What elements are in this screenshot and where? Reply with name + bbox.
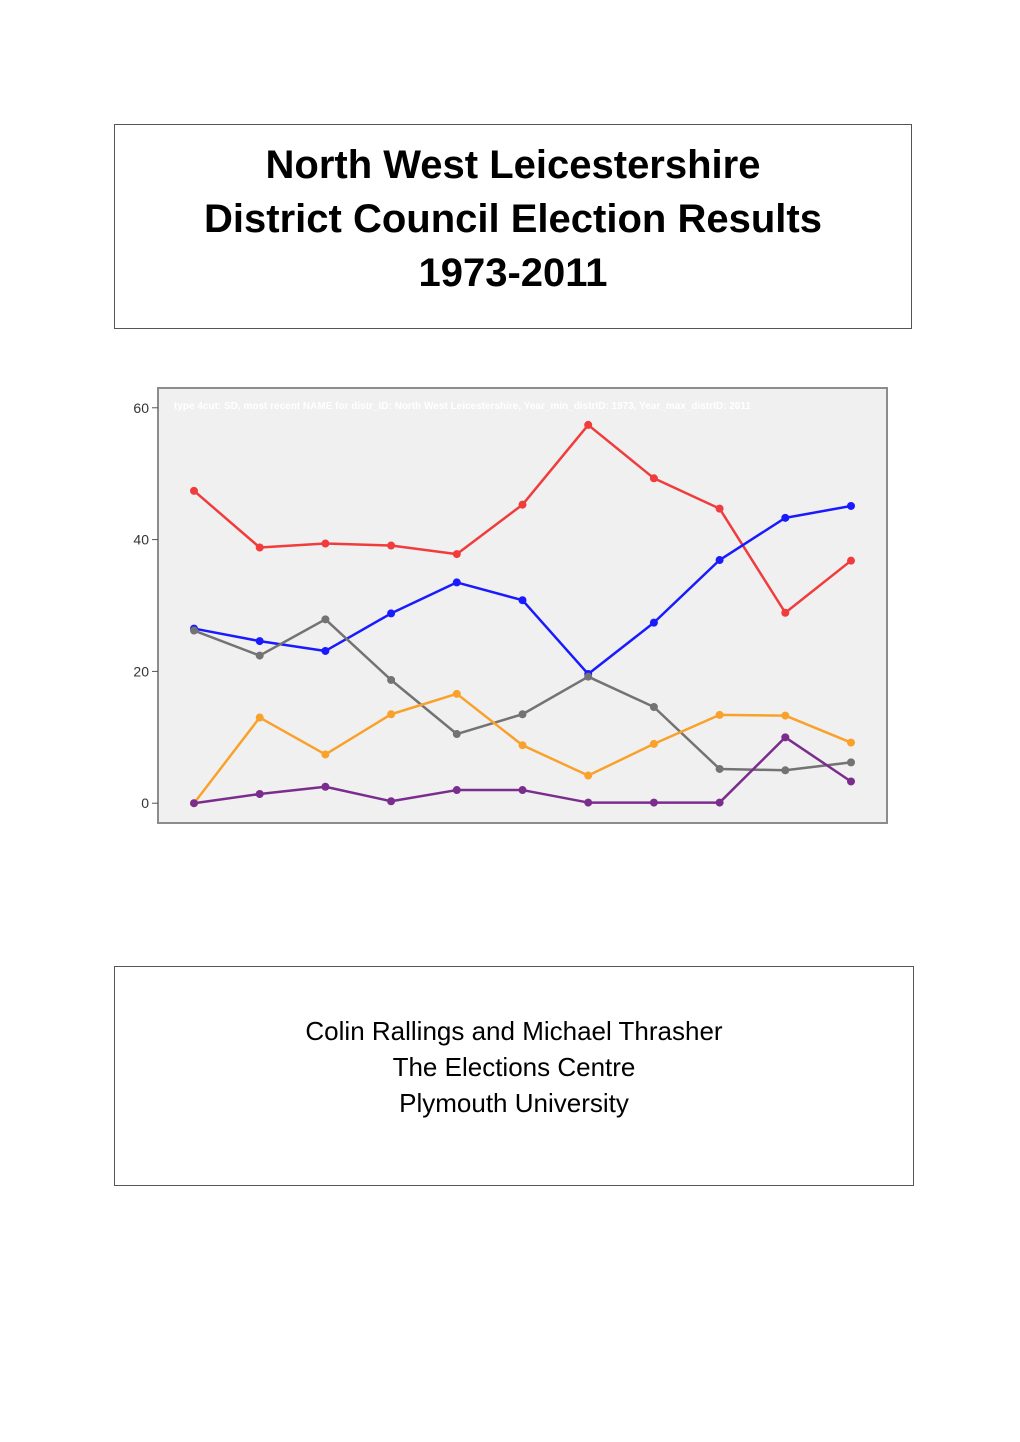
data-point xyxy=(716,505,724,513)
data-point xyxy=(256,714,264,722)
y-tick-label: 0 xyxy=(141,795,149,812)
data-point xyxy=(650,799,658,807)
data-point xyxy=(650,703,658,711)
data-point xyxy=(190,627,198,635)
data-point xyxy=(847,557,855,565)
data-point xyxy=(387,797,395,805)
line-chart xyxy=(114,380,894,830)
data-point xyxy=(781,733,789,741)
credit-centre: The Elections Centre xyxy=(392,1052,636,1082)
data-point xyxy=(321,647,329,655)
data-point xyxy=(781,609,789,617)
data-point xyxy=(584,673,592,681)
data-point xyxy=(847,502,855,510)
data-point xyxy=(190,487,198,495)
data-point xyxy=(650,619,658,627)
data-point xyxy=(321,750,329,758)
title-line-3: 1973-2011 xyxy=(418,251,608,295)
title-box xyxy=(114,124,912,329)
data-point xyxy=(847,758,855,766)
credit-authors: Colin Rallings and Michael Thrasher xyxy=(305,1016,723,1046)
data-point xyxy=(519,741,527,749)
data-point xyxy=(519,710,527,718)
title-block xyxy=(115,125,911,300)
plot-area xyxy=(158,388,887,823)
chart-title: type 4cut: SD, most recent NAME for distr_ID: North West Leicestershire, Year_min_distrID: 1973, Year_max_distrID: 2011 xyxy=(174,401,751,412)
credits-block xyxy=(115,967,913,1121)
data-point xyxy=(716,711,724,719)
data-point xyxy=(519,786,527,794)
data-point xyxy=(453,730,461,738)
data-point xyxy=(781,514,789,522)
data-point xyxy=(321,783,329,791)
y-tick-label: 40 xyxy=(133,531,149,548)
data-point xyxy=(781,712,789,720)
chart-svg xyxy=(114,380,894,830)
data-point xyxy=(387,676,395,684)
data-point xyxy=(321,540,329,548)
data-point xyxy=(584,421,592,429)
data-point xyxy=(387,710,395,718)
title-line-2: District Council Election Results xyxy=(204,197,822,241)
data-point xyxy=(650,740,658,748)
y-tick-label: 20 xyxy=(133,663,149,680)
data-point xyxy=(584,772,592,780)
title-line-1: North West Leicestershire xyxy=(265,143,761,187)
data-point xyxy=(650,474,658,482)
data-point xyxy=(519,596,527,604)
data-point xyxy=(256,652,264,660)
data-point xyxy=(453,578,461,586)
data-point xyxy=(519,501,527,509)
data-point xyxy=(256,544,264,552)
data-point xyxy=(716,765,724,773)
data-point xyxy=(453,786,461,794)
data-point xyxy=(453,550,461,558)
credits-box xyxy=(114,966,914,1186)
data-point xyxy=(584,799,592,807)
data-point xyxy=(256,637,264,645)
data-point xyxy=(781,766,789,774)
y-tick-label: 60 xyxy=(133,399,149,416)
data-point xyxy=(321,615,329,623)
data-point xyxy=(387,542,395,550)
data-point xyxy=(453,690,461,698)
data-point xyxy=(716,556,724,564)
data-point xyxy=(190,799,198,807)
credit-university: Plymouth University xyxy=(399,1088,629,1118)
data-point xyxy=(716,799,724,807)
data-point xyxy=(387,609,395,617)
data-point xyxy=(256,790,264,798)
data-point xyxy=(847,777,855,785)
data-point xyxy=(847,739,855,747)
y-axis xyxy=(133,400,158,811)
